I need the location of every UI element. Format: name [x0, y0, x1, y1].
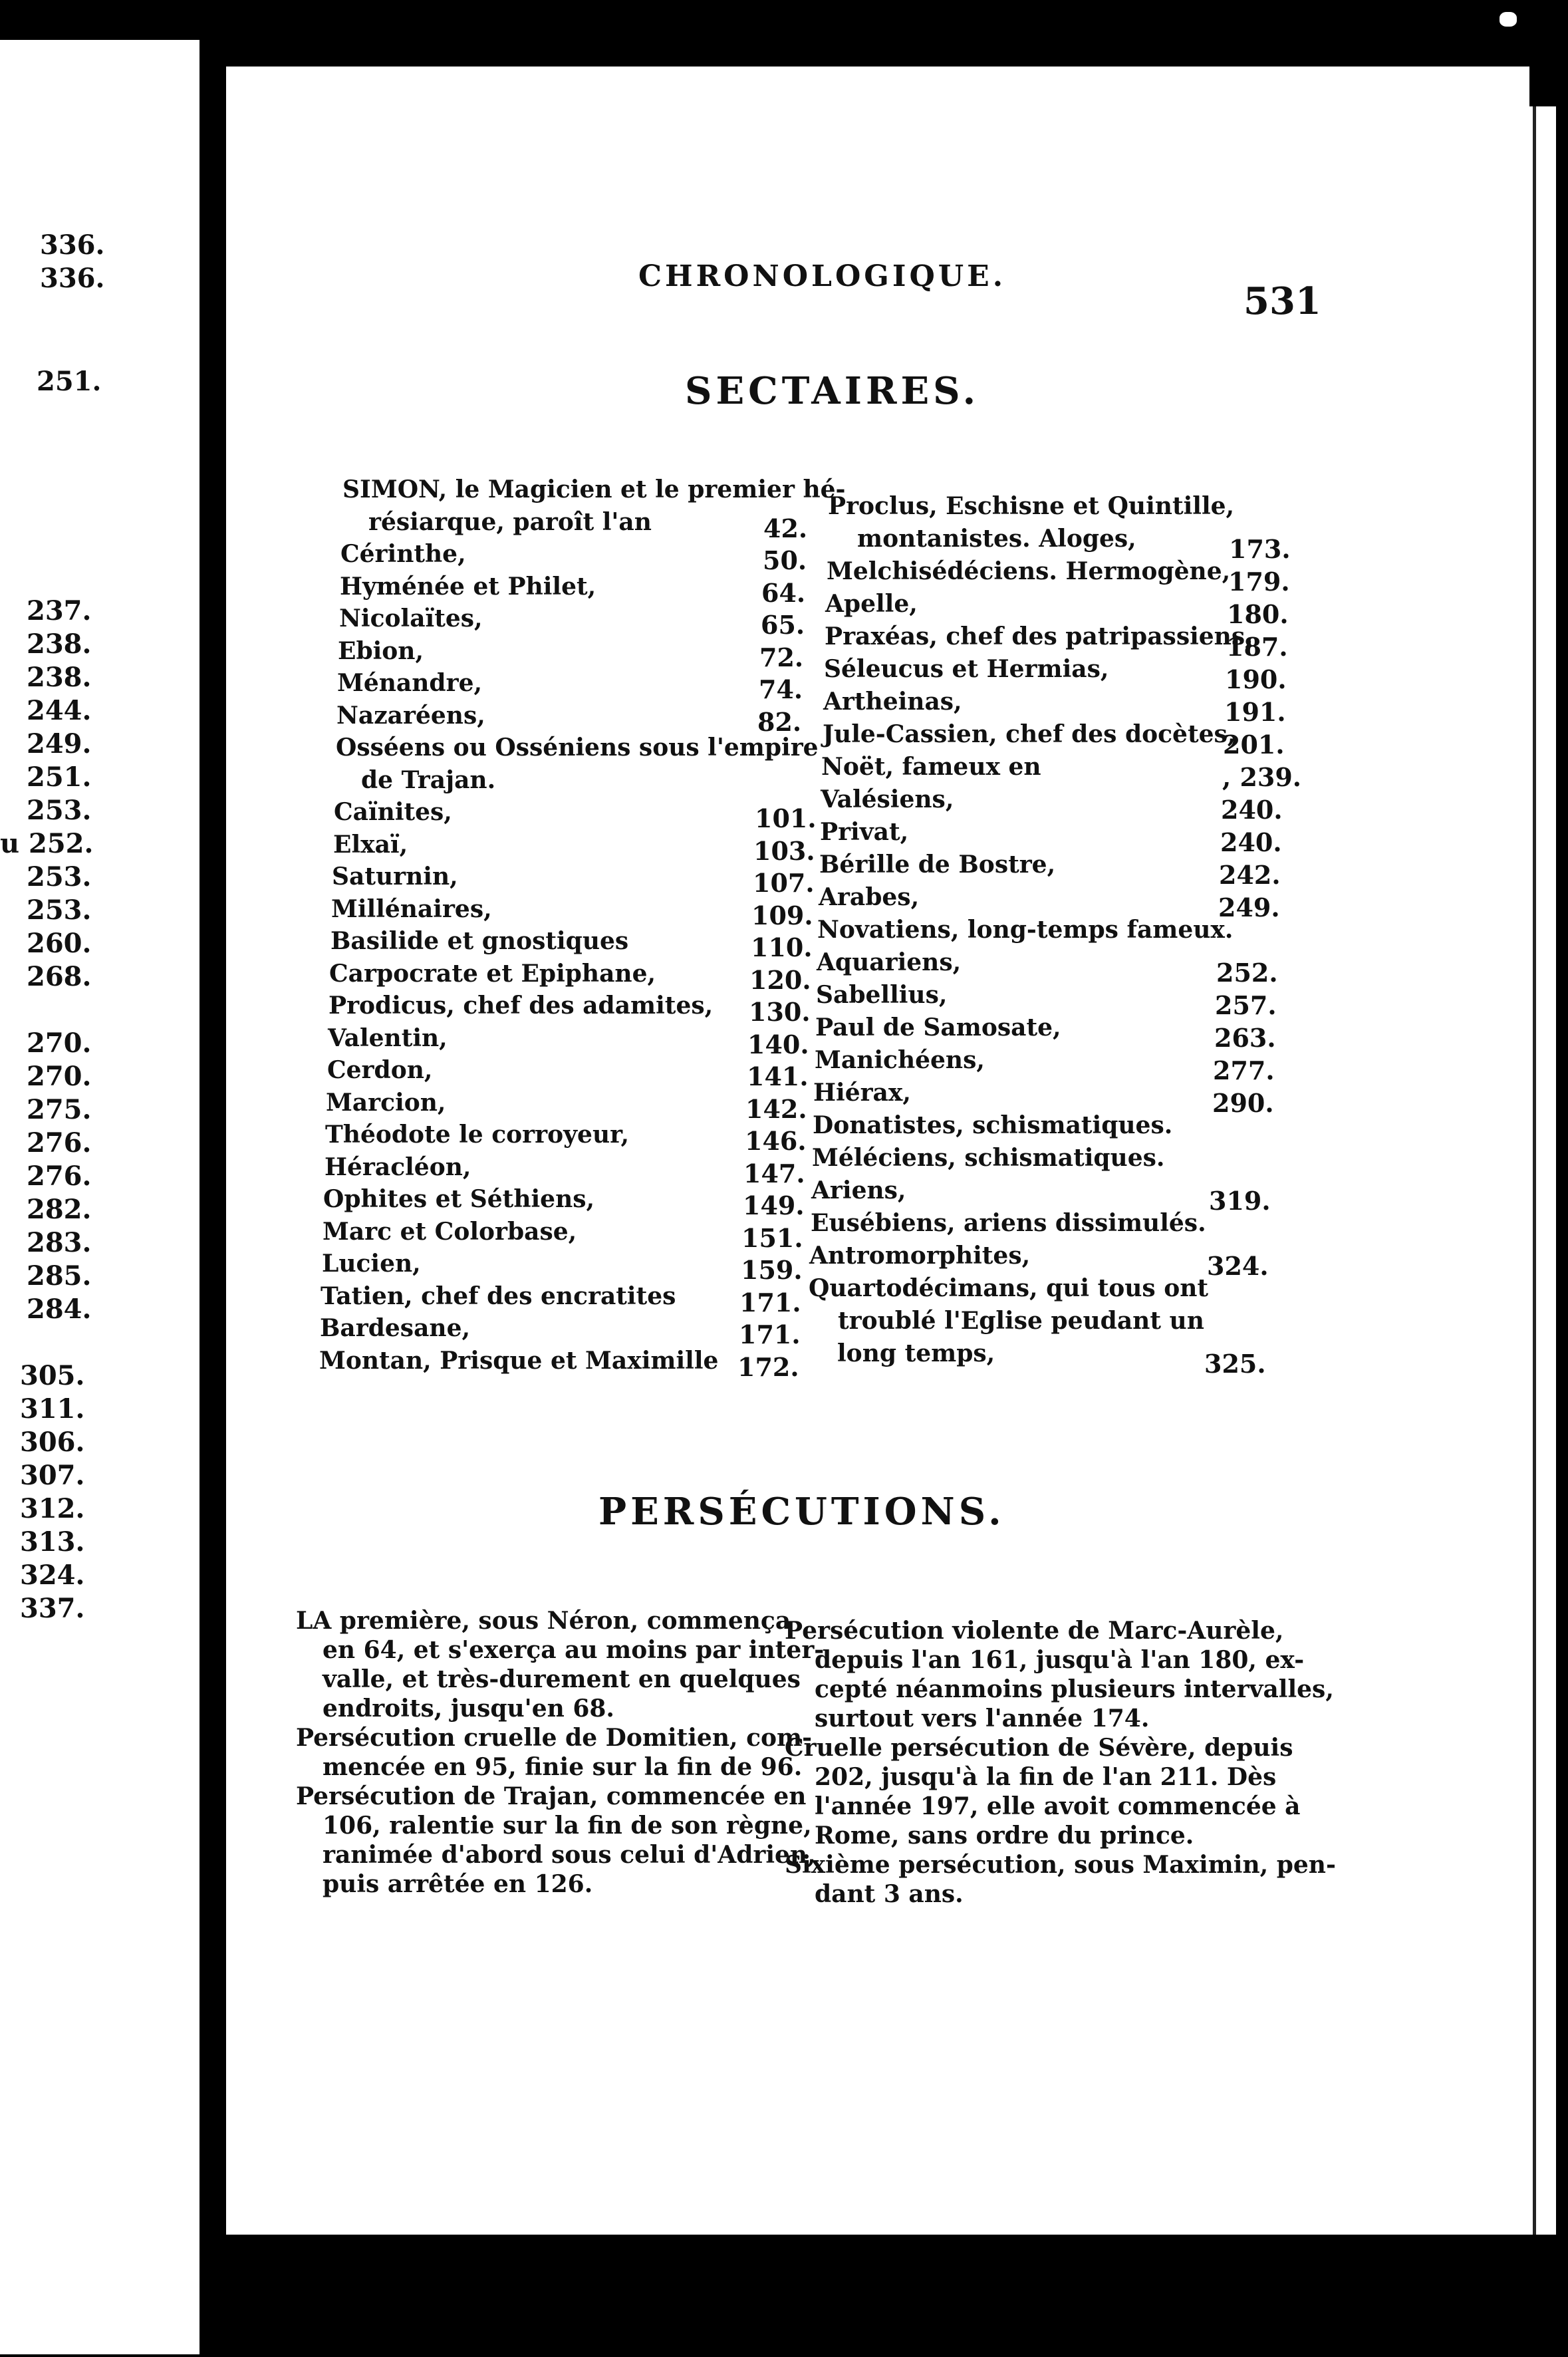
sectaires-entry-date: 277. [1213, 1055, 1275, 1085]
sectaires-entry: Proclus, Eschisne et Quintille, [828, 492, 1235, 520]
left-page-number: 253. [27, 895, 92, 926]
sectaires-entry-date: 82. [757, 706, 802, 737]
sectaires-entry: Lucien, [322, 1250, 421, 1278]
text-line: surtout vers l'année 174. [815, 1705, 1150, 1733]
text-line: en 64, et s'exerça au moins par inter- [323, 1636, 825, 1664]
left-page-number: 251. [37, 366, 102, 397]
sectaires-entry-date: 240. [1220, 827, 1282, 857]
left-page-number: 268. [27, 961, 92, 992]
sectaires-entry: Carpocrate et Epiphane, [329, 959, 656, 988]
sectaires-entry: Sabellius, [816, 981, 948, 1009]
scan-mark [1500, 12, 1517, 27]
sectaires-entry-date: 120. [749, 964, 811, 995]
sectaires-entry-date: 171. [739, 1319, 801, 1349]
sectaires-entry-date: 50. [763, 545, 807, 575]
text-line: Sixième persécution, sous Maximin, pen- [785, 1851, 1336, 1879]
sectaires-entry-date: 42. [763, 513, 808, 543]
persecutions-title: PERSÉCUTIONS. [598, 1490, 1005, 1534]
sectaires-entry: Ophites et Séthiens, [323, 1185, 595, 1213]
left-page-number: 251. [27, 762, 92, 793]
sectaires-entry-date: 147. [743, 1158, 805, 1188]
sectaires-entry-date: 64. [761, 577, 806, 608]
sectaires-entry: Melchisédéciens. Hermogène, [827, 557, 1231, 585]
sectaires-entry-date: 140. [747, 1029, 809, 1059]
text-line: Persécution violente de Marc-Aurèle, [785, 1617, 1284, 1645]
sectaires-entry: Donatistes, schismatiques. [813, 1111, 1173, 1139]
sectaires-entry-date: 319. [1209, 1186, 1271, 1216]
sectaires-entry: Tatien, chef des encratites [321, 1282, 676, 1310]
sectaires-entry-date: 290. [1212, 1088, 1274, 1118]
left-page-number: 253. [27, 861, 92, 893]
sectaires-entry: Bérille de Bostre, [819, 851, 1056, 879]
sectaires-entry: Marcion, [326, 1088, 446, 1117]
sectaires-entry-date: 142. [745, 1093, 807, 1124]
sectaires-entry-date: 74. [759, 674, 803, 704]
sectaires-entry: Paul de Samosate, [815, 1014, 1061, 1041]
sectaires-entry: Jule-Cassien, chef des docètes, [823, 720, 1236, 748]
sectaires-entry-date: 187. [1226, 632, 1288, 662]
left-page-number: 244. [27, 695, 92, 726]
left-page-number: 238. [27, 662, 92, 693]
text-line: mencée en 95, finie sur la fin de 96. [323, 1753, 803, 1781]
left-page-number: 311. [20, 1393, 85, 1425]
sectaires-entry: Hyménée et Philet, [340, 572, 596, 601]
left-page-number: 312. [20, 1493, 85, 1524]
sectaires-entry: Prodicus, chef des adamites, [328, 992, 714, 1020]
sectaires-entry-date: 146. [745, 1126, 807, 1156]
sectaires-entry: long temps, [837, 1339, 995, 1367]
left-page-number: 336. [40, 229, 105, 261]
sectaires-entry-date: 263. [1214, 1023, 1276, 1053]
sectaires-entry: Caïnites, [334, 798, 452, 826]
left-page-number: 336. [40, 263, 105, 294]
text-line: l'année 197, elle avoit commencée à [815, 1792, 1301, 1820]
left-page-number: 237. [27, 595, 92, 626]
left-page-number: 238. [27, 628, 92, 660]
running-head: CHRONOLOGIQUE. [638, 259, 1007, 293]
left-page-number: 275. [27, 1094, 92, 1125]
sectaires-entry-date: 109. [751, 900, 813, 930]
sectaires-entry-date: 107. [753, 868, 815, 898]
sectaires-entry: Valentin, [328, 1024, 448, 1052]
sectaires-entry: Novatiens, long-temps fameux. [817, 916, 1234, 944]
left-page-number: 270. [27, 1061, 92, 1092]
left-page-number: 283. [27, 1227, 92, 1258]
left-page-number: 282. [27, 1194, 92, 1225]
sectaires-entry: Cérinthe, [340, 540, 466, 568]
sectaires-entry: Osséens ou Osséniens sous l'empire [336, 734, 819, 762]
text-line: puis arrêtée en 126. [323, 1870, 593, 1898]
persecutions-left-column [296, 1606, 825, 1899]
sectaires-entry-date: 179. [1228, 567, 1290, 597]
sectaires-entry: Héracléon, [325, 1153, 471, 1181]
left-page-number: 305. [20, 1360, 85, 1391]
left-page-number: 253. [27, 795, 92, 826]
sectaires-entry-date: 159. [741, 1255, 803, 1285]
sectaires-entry-date: 172. [737, 1351, 799, 1382]
sectaires-entry: Ebion, [338, 636, 424, 665]
text-line: dant 3 ans. [815, 1880, 964, 1908]
sectaires-entry: Séleucus et Hermias, [824, 655, 1109, 683]
sectaires-entry: Nicolaïtes, [339, 605, 483, 632]
sectaires-entry-date: 190. [1225, 664, 1287, 694]
left-page-number: 313. [20, 1526, 85, 1558]
text-line: Persécution cruelle de Domitien, com- [296, 1724, 813, 1752]
left-page-number: u 252. [0, 828, 94, 859]
sectaires-entry-date: 201. [1223, 730, 1285, 760]
sectaires-entry: Artheinas, [823, 688, 962, 716]
sectaires-entry: Quartodécimans, qui tous ont [809, 1274, 1209, 1302]
sectaires-entry: Méléciens, schismatiques. [812, 1144, 1165, 1172]
sectaires-entry-date: 324. [1207, 1251, 1269, 1281]
left-page-number: 306. [20, 1427, 85, 1458]
sectaires-entry: Antromorphites, [809, 1242, 1031, 1270]
sectaires-entry-date: 151. [741, 1222, 803, 1253]
sectaires-entry-date: 101. [755, 803, 817, 833]
text-line: endroits, jusqu'en 68. [323, 1695, 614, 1723]
sectaires-entry: Manichéens, [815, 1046, 985, 1074]
left-page-number: 276. [27, 1127, 92, 1159]
left-page-number: 285. [27, 1260, 92, 1292]
left-page-number: 270. [27, 1028, 92, 1059]
left-page-number: 260. [27, 928, 92, 959]
text-line: Rome, sans ordre du prince. [815, 1822, 1194, 1850]
sectaires-entry-date: 180. [1227, 599, 1289, 629]
sectaires-entry: Aquariens, [817, 948, 962, 976]
sectaires-entry-date: 252. [1216, 958, 1278, 988]
sectaires-entry: montanistes. Aloges, [857, 525, 1136, 553]
sectaires-entry: Cerdon, [327, 1056, 433, 1084]
sectaires-entry: Marc et Colorbase, [323, 1217, 577, 1246]
sectaires-entry: Hiérax, [813, 1079, 911, 1107]
sectaires-entry: résiarque, paroît l'an [368, 507, 652, 536]
text-line: ranimée d'abord sous celui d'Adrien, [323, 1841, 816, 1869]
sectaires-entry: Bardesane, [320, 1314, 471, 1342]
sectaires-entry-date: , 239. [1222, 762, 1302, 792]
text-line: valle, et très-durement en quelques [323, 1665, 801, 1693]
sectaires-entry: Eusébiens, ariens dissimulés. [811, 1209, 1206, 1237]
persecutions-right-column [785, 1616, 1336, 1909]
sectaires-entry-date: 103. [753, 835, 815, 866]
sectaires-entry: Praxéas, chef des patripassiens, [825, 623, 1253, 650]
sectaires-entry: SIMON, le Magicien et le premier hé- [342, 476, 846, 503]
sectaires-entry: Ménandre, [337, 669, 483, 697]
sectaires-entry: Théodote le corroyeur, [325, 1121, 629, 1149]
sectaires-entry-date: 240. [1221, 795, 1283, 825]
text-line: 106, ralentie sur la fin de son règne, [323, 1812, 812, 1840]
left-page-number: 307. [20, 1460, 85, 1491]
sectaires-entry-date: 110. [751, 932, 813, 962]
page-edge-right [1523, 106, 1556, 2235]
text-line: Cruelle persécution de Sévère, depuis [785, 1734, 1293, 1762]
left-page-number: 337. [20, 1593, 85, 1624]
sectaires-entry: Basilide et gnostiques [330, 927, 629, 955]
sectaires-entry-date: 257. [1215, 990, 1277, 1020]
sectaires-entry: Millénaires, [331, 895, 492, 923]
sectaires-entry: Montan, Prisque et Maximille [319, 1346, 719, 1375]
sectaires-entry: Nazaréens, [336, 701, 485, 730]
sectaires-entry: Ariens, [811, 1177, 906, 1204]
text-line: Persécution de Trajan, commencée en [296, 1782, 807, 1810]
sectaires-entry-date: 249. [1218, 893, 1280, 922]
sectaires-entry: Saturnin, [332, 863, 458, 891]
left-page-number: 324. [20, 1560, 85, 1591]
sectaires-entry-date: 325. [1204, 1349, 1266, 1379]
text-line: cepté néanmoins plusieurs intervalles, [815, 1675, 1334, 1703]
sectaires-entry: troublé l'Eglise peudant un [838, 1307, 1204, 1335]
sectaires-entry: Privat, [820, 818, 909, 846]
sectaires-entry-date: 149. [743, 1190, 805, 1220]
sectaires-entry-date: 141. [747, 1061, 809, 1091]
sectaires-entry-date: 242. [1219, 860, 1281, 890]
sectaires-entry: Elxaï, [333, 830, 408, 859]
sectaires-entry: de Trajan. [361, 765, 496, 794]
left-page-number: 276. [27, 1161, 92, 1192]
text-line: depuis l'an 161, jusqu'à l'an 180, ex- [815, 1646, 1305, 1674]
sectaires-entry-date: 72. [759, 642, 804, 672]
page-number: 531 [1243, 279, 1321, 323]
sectaires-entry-date: 130. [749, 997, 811, 1027]
sectaires-entry: Valésiens, [821, 785, 954, 813]
text-line: LA première, sous Néron, commença [296, 1607, 791, 1635]
sectaires-entry-date: 65. [761, 610, 805, 640]
sectaires-title: SECTAIRES. [685, 369, 980, 413]
sectaires-entry: Arabes, [819, 883, 920, 911]
left-page-number: 284. [27, 1294, 92, 1325]
sectaires-entry: Noët, fameux en [821, 753, 1041, 781]
text-line: 202, jusqu'à la fin de l'an 211. Dès [815, 1763, 1277, 1791]
sectaires-entry: Apelle, [825, 590, 918, 618]
sectaires-entry-date: 191. [1224, 697, 1286, 727]
sectaires-entry-date: 173. [1229, 534, 1291, 564]
sectaires-entry-date: 171. [739, 1287, 801, 1317]
left-page-number: 249. [27, 728, 92, 760]
